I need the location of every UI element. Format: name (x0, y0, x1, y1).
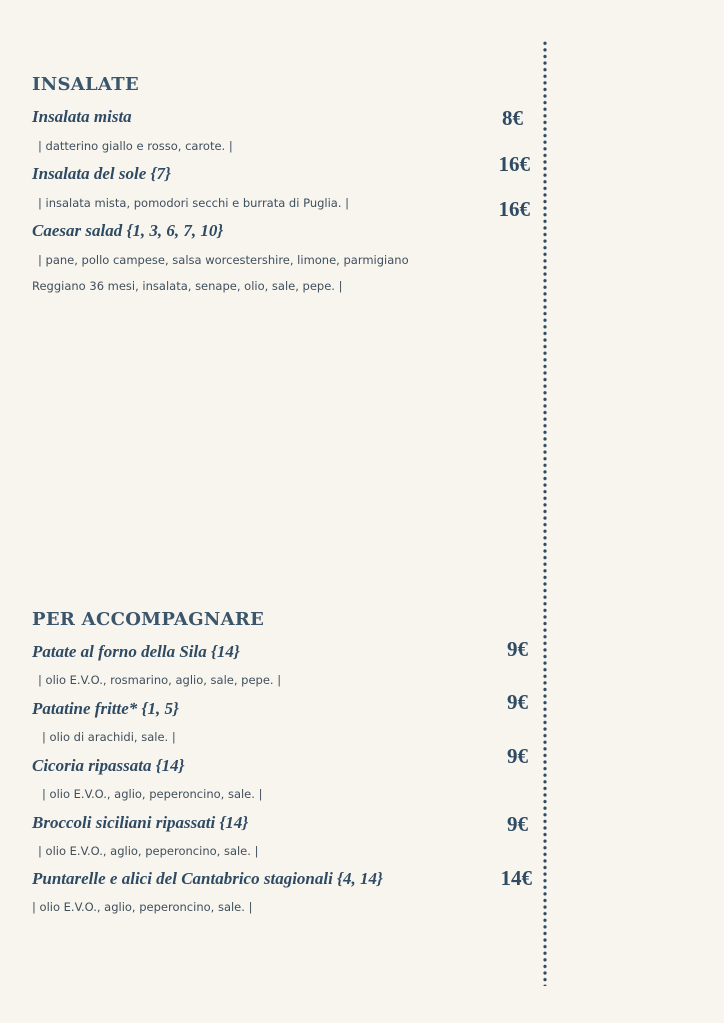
item-name-puntarelle: Puntarelle e alici del Cantabrico stagionali {4, 14} (32, 869, 383, 888)
item-desc-patate-al-forno: | olio E.V.O., rosmarino, aglio, sale, pepe. | (38, 673, 282, 687)
item-name-patatine-fritte: Patatine fritte* {1, 5} (32, 699, 179, 718)
item-name-broccoli-siciliani: Broccoli siciliani ripassati {14} (32, 813, 249, 832)
item-desc-puntarelle: | olio E.V.O., aglio, peperoncino, sale. | (32, 900, 253, 914)
section-title-insalate: INSALATE (32, 74, 139, 95)
item-name-cicoria-ripassata: Cicoria ripassata {14} (32, 756, 185, 775)
price-insalata-mista: 8€ (502, 106, 523, 130)
item-desc-broccoli-siciliani: | olio E.V.O., aglio, peperoncino, sale. | (38, 844, 259, 858)
item-name-insalata-del-sole: Insalata del sole {7} (32, 164, 171, 183)
item-desc-insalata-del-sole: | insalata mista, pomodori secchi e burrata di Puglia. | (38, 196, 350, 210)
item-name-patate-al-forno: Patate al forno della Sila {14} (32, 642, 240, 661)
price-puntarelle: 14€ (500, 866, 532, 890)
item-desc-cicoria-ripassata: | olio E.V.O., aglio, peperoncino, sale. | (42, 787, 263, 801)
price-patate-al-forno: 9€ (507, 637, 528, 661)
dotted-divider (543, 40, 547, 986)
price-caesar-salad: 16€ (498, 197, 530, 221)
price-broccoli-siciliani: 9€ (507, 812, 528, 836)
price-cicoria-ripassata: 9€ (507, 744, 528, 768)
item-desc-insalata-mista: | datterino giallo e rosso, carote. | (38, 139, 233, 153)
item-desc-caesar-salad: | pane, pollo campese, salsa worcestershire, limone, parmigiano (38, 253, 409, 267)
item-desc-caesar-salad-line2: Reggiano 36 mesi, insalata, senape, olio, sale, pepe. | (32, 279, 343, 293)
item-desc-patatine-fritte: | olio di arachidi, sale. | (42, 730, 176, 744)
price-insalata-del-sole: 16€ (498, 152, 530, 176)
price-patatine-fritte: 9€ (507, 690, 528, 714)
item-name-caesar-salad: Caesar salad {1, 3, 6, 7, 10} (32, 221, 224, 240)
section-title-accompagnare: PER ACCOMPAGNARE (32, 609, 265, 630)
item-name-insalata-mista: Insalata mista (32, 107, 132, 126)
